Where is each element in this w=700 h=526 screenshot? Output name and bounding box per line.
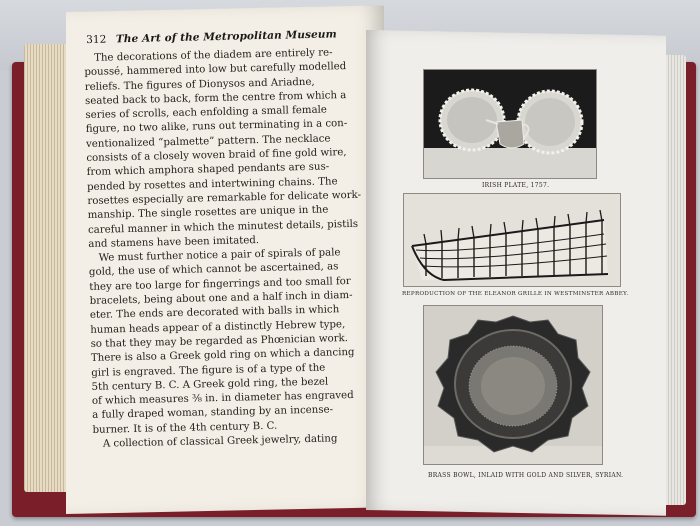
plate-grille [404,194,620,286]
text-line: a fully draped woman, standing by an incense- [92,404,334,422]
text-line: seated back to back, form the centre from which a [84,89,347,107]
text-line: ventionalized “palmette” pattern. The necklace [85,133,331,150]
text-line: careful manner in which the minutest details, pistils [87,218,359,236]
text-line: The decorations of the diadem are entirely re- [94,47,333,64]
text-line: rosettes especially are remarkable for delicate work- [87,189,362,207]
text-line: figure, no two alike, runs out terminating in a con- [85,118,348,136]
text-line: from which amphora shaped pendants are sus- [86,161,330,179]
plate-caption-1: IRISH PLATE, 1757. [482,182,550,189]
body-text [84,45,385,452]
text-line: consists of a closely woven braid of fine gold wire, [86,147,347,165]
text-line: reliefs. The figures of Dionysos and Ariadne, [84,76,315,93]
text-line: A collection of classical Greek jewelry, dating [102,433,338,450]
text-line: 5th century B. C. A Greek gold ring, the bezel [91,376,329,393]
text-line: burner. It is of the 4th century B. C. [92,420,278,436]
text-line: manship. The single rosettes are unique in the [87,204,329,222]
text-line: so that they may be regarded as Phœnician work. [90,333,349,350]
text-line: poussé, hammered into low but carefully modelled [84,61,347,79]
irish-plates-illustration [424,70,596,178]
plate-brass-bowl [424,306,602,464]
text-line: pended by rosettes and intertwining chains. The [86,175,338,193]
plate-caption-2: REPRODUCTION OF THE ELEANOR GRILLE IN WESTMINSTER ABBEY. [402,291,629,297]
text-line: There is also a Greek gold ring on which a dancing [90,347,355,365]
text-line: We must further notice a pair of spirals of pale [98,247,341,264]
text-line: they are too large for fingerrings and too small for [89,275,351,293]
text-line: and stamens have been imitated. [88,234,260,250]
brass-bowl-illustration [424,306,602,464]
text-line: series of scrolls, each enfolding a small female [85,104,328,122]
text-line: human heads appear of a distinctly Hebrew type, [90,318,346,336]
text-line: of which measures ⅜ in. in diameter has engraved [91,390,354,408]
plate-irish-plates [424,70,596,178]
page-number: 312 [86,33,107,46]
running-head-title: The Art of the Metropolitan Museum [115,28,337,46]
plate-caption-3: BRASS BOWL, INLAID WITH GOLD AND SILVER, SYRIAN. [428,472,624,479]
text-line: gold, the use of which cannot be ascertained, as [88,261,339,279]
text-line: eter. The ends are decorated with balls in which [89,304,340,322]
text-line: bracelets, being about one and a half inch in diam- [89,290,353,307]
text-line: girl is engraved. The figure is of a type of the [91,362,326,379]
grille-illustration [404,194,620,286]
